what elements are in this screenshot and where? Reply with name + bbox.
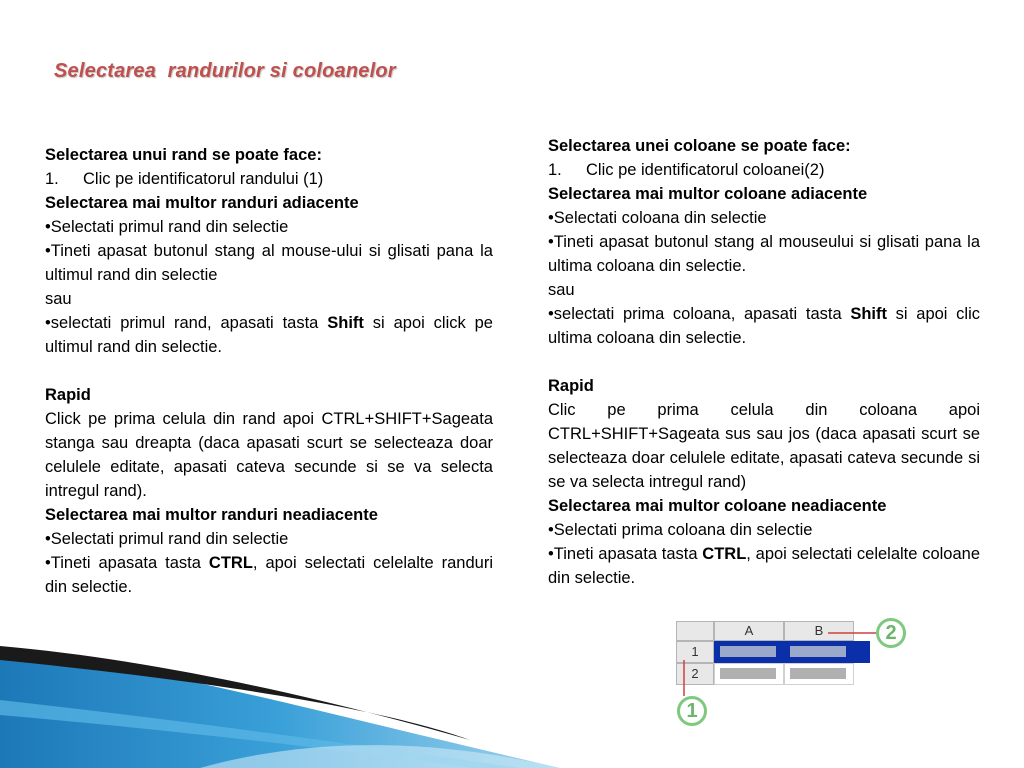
key-name: CTRL <box>702 545 747 563</box>
column-header-a: A <box>714 621 784 641</box>
callout-1-icon: 1 <box>677 696 707 726</box>
callout-2-icon: 2 <box>876 618 906 648</box>
rapid-heading: Rapid <box>548 377 594 395</box>
bullet-text: •Tineti apasata tasta <box>548 545 703 563</box>
row-header-1: 1 <box>676 641 714 663</box>
column-selection-heading: Selectarea unei coloane se poate face: <box>548 137 851 155</box>
column-header-b: B <box>784 621 854 641</box>
bullet-text: •selectati prima coloana, apasati tasta <box>548 305 851 323</box>
bullet-text: , apoi selectati celelalte randuri din selectie. <box>45 554 493 596</box>
slide-title: Selectarea randurilor si coloanelor <box>54 60 396 82</box>
bullet-item: •Selectati primul rand din selectie <box>45 530 289 548</box>
key-name: Shift <box>850 305 887 323</box>
step-number: 1. <box>45 170 59 188</box>
adjacent-rows-heading: Selectarea mai multor randuri adiacente <box>45 194 359 212</box>
bullet-text: , apoi selectati celelalte coloane din selectie. <box>548 545 980 587</box>
row-header-2: 2 <box>676 663 714 685</box>
bullet-item: •Tineti apasat butonul stang al mouseului si glisati pana la ultima coloana din selectie. <box>548 233 980 275</box>
nonadjacent-rows-heading: Selectarea mai multor randuri neadiacente <box>45 506 378 524</box>
step-text: Clic pe identificatorul coloanei(2) <box>586 161 825 179</box>
bullet-item: •Tineti apasat butonul stang al mouse-ului si glisati pana la ultimul rand din selectie <box>45 242 493 284</box>
key-name: CTRL <box>208 554 253 572</box>
or-text: sau <box>45 290 72 308</box>
nonadjacent-columns-heading: Selectarea mai multor coloane neadiacente <box>548 497 887 515</box>
key-name: Shift <box>327 314 364 332</box>
bullet-item: •Selectati prima coloana din selectie <box>548 521 813 539</box>
step-number: 1. <box>548 161 562 179</box>
rapid-text: Clic pe prima celula din coloana apoi CTRL+SHIFT+Sageata sus sau jos (daca apasati scurt se selecteaza doar celulele editate, apasati cateva secunde si se va selecta intregul rand) <box>548 401 980 491</box>
rapid-text: Click pe prima celula din rand apoi CTRL+SHIFT+Sageata stanga sau dreapta (daca apasati scurt se selecteaza doar celulele editate, apasati cateva secunde si se va selecta intregul rand). <box>45 410 493 500</box>
row-selection-heading: Selectarea unui rand se poate face: <box>45 146 322 164</box>
bullet-text: si apoi click pe ultimul rand din selectie. <box>45 314 493 356</box>
bullet-item: •Selectati primul rand din selectie <box>45 218 289 236</box>
rapid-heading: Rapid <box>45 386 91 404</box>
or-text: sau <box>548 281 575 299</box>
step-text: Clic pe identificatorul randului (1) <box>83 170 324 188</box>
bullet-text: si apoi clic ultima coloana din selectie. <box>548 305 980 347</box>
bullet-item: •Selectati coloana din selectie <box>548 209 767 227</box>
bullet-text: •selectati primul rand, apasati tasta <box>45 314 328 332</box>
bullet-text: •Tineti apasata tasta <box>45 554 209 572</box>
adjacent-columns-heading: Selectarea mai multor coloane adiacente <box>548 185 868 203</box>
